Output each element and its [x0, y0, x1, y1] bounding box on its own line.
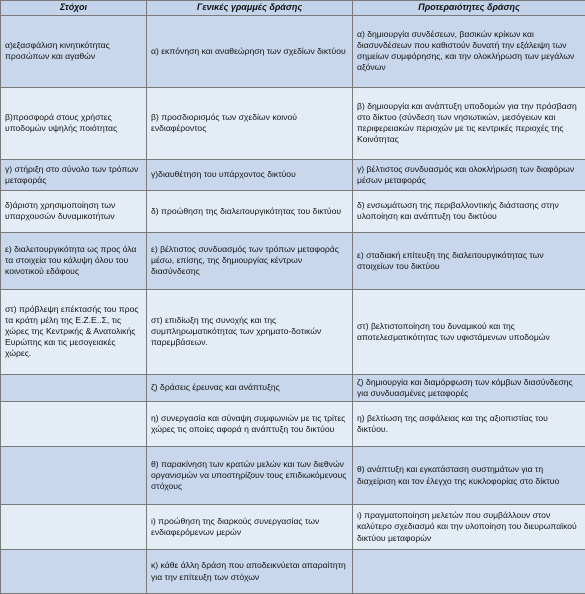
table-row	[1, 87, 585, 159]
general-action-cell: β) προσδιορισμός των σχεδίων κοινού ενδιαφέροντος	[147, 87, 353, 159]
general-action-cell: δ) προώθηση της διαλειτουργικότητας του δικτύου	[147, 190, 353, 232]
priority-cell: δ) ενσωμάτωση της περιβαλλοντικής διάστασης στην υλοποίηση και ανάπτυξη του δικτύου	[353, 190, 585, 232]
objective-cell: β)προσφορά στους χρήστες υποδομών υψηλής ποιότητας	[1, 87, 147, 159]
general-action-cell: στ) επιδίωξη της συνοχής και της συμπληρωματικότητας των χρηματο-δοτικών παρεμβάσεων.	[147, 289, 353, 374]
header-objectives: Στόχοι	[1, 1, 147, 16]
general-action-cell: ι) προώθηση της διαρκούς συνεργασίας των ενδιαφερόμενων μερών	[147, 505, 353, 550]
priority-cell: η) βελτίωση της ασφάλειας και της αξιοπιστίας του δικτύου.	[353, 402, 585, 447]
priority-cell: β) δημιουργία και ανάπτυξη υποδομών για την πρόσβαση στο δίκτυο (σύνδεση των νησιωτικών, μεσόγειων και περιφερειακών περιοχών με τις κεντρικές περιοχές της Κοινότητας	[353, 87, 585, 159]
objective-cell	[1, 505, 147, 550]
general-action-cell: ε) βέλτιστος συνδυασμός των τρόπων μεταφοράς μέσω, επίσης, της δημιουργίας κέντρων διασύνδεσης	[147, 232, 353, 289]
priority-cell: ζ) δημιουργία και διαμόρφωση των κόμβων διασύνδεσης για συνδυασμένες μεταφορές	[353, 374, 585, 401]
objective-cell	[1, 374, 147, 401]
objective-cell: α)εξασφάλιση κινητικότητας προσώπων και αγαθών	[1, 15, 147, 87]
table-row	[1, 505, 585, 550]
priority-cell: ε) σταδιακή επίτευξη της διαλειτουργικότητας των στοιχείων του δικτύου	[353, 232, 585, 289]
general-action-cell: θ) παρακίνηση των κρατών μελών και των διεθνών οργανισμών να υποστηρίζουν τους επιδιωκόμενους στόχους	[147, 447, 353, 505]
general-action-cell: ζ) δράσεις έρευνας και ανάπτυξης	[147, 374, 353, 401]
objective-cell	[1, 447, 147, 505]
objective-cell	[1, 550, 147, 594]
objective-cell	[1, 402, 147, 447]
table-row	[1, 447, 585, 505]
priority-cell	[353, 550, 585, 594]
general-action-cell: α) εκπόνηση και αναθεώρηση των σχεδίων δικτύου	[147, 15, 353, 87]
priority-cell: θ) ανάπτυξη και εγκατάσταση συστημάτων για τη διαχείριση και τον έλεγχο της κυκλοφορίας στο δίκτυο	[353, 447, 585, 505]
table-row	[1, 232, 585, 289]
objective-cell: στ) πρόβλεψη επέκτασής του προς τα κράτη μέλη της Ε.Ζ.Ε..Σ, τις χώρες της Κεντρικής & Ανατολικής Ευρώπης και τις μεσογειακές χώρες.	[1, 289, 147, 374]
header-general-lines: Γενικές γραμμές δράσης	[147, 1, 353, 16]
priority-cell: α) δημιουργία συνδέσεων, βασικών κρίκων και διασυνδέσεων που καθιστούν δυνατή την εξάλειψη των σημείων συμφόρησης, και την ολοκλήρωση των μεγάλων αξόνων	[353, 15, 585, 87]
header-priorities: Προτεραιότητες δράσης	[353, 1, 585, 16]
table-row	[1, 374, 585, 401]
objective-cell: γ) στήριξη στο σύνολο των τρόπων μεταφοράς	[1, 159, 147, 190]
priority-cell: ι) πραγματοποίηση μελετών που συμβάλλουν στον καλύτερο σχεδιασμό και την υλοποίηση του διευρωπαϊκού δικτύου μεταφορών	[353, 505, 585, 550]
table-row	[1, 159, 585, 190]
priority-cell: γ) βέλτιστος συνδυασμός και ολοκλήρωση των διαφόρων μέσων μεταφοράς	[353, 159, 585, 190]
table-row	[1, 402, 585, 447]
table-row	[1, 550, 585, 594]
table-row	[1, 15, 585, 87]
priority-cell: στ) βελτιστοποίηση του δυναμικού και της αποτελεσματικότητας των υφιστάμενων υποδομών	[353, 289, 585, 374]
objective-cell: δ)άριστη χρησιμοποίηση των υπαρχουσών δυναμικοτήτων	[1, 190, 147, 232]
objective-cell: ε) διαλειτουργικότητα ως προς όλα τα στοιχεία του κάλυψη όλου του κοινοτικού εδάφους	[1, 232, 147, 289]
header-row	[1, 1, 585, 16]
table-row	[1, 289, 585, 374]
general-action-cell: κ) κάθε άλλη δράση που αποδεικνύεται απαραίτητη για την επίτευξη των στόχων	[147, 550, 353, 594]
table-row	[1, 190, 585, 232]
general-action-cell: γ)διαυθέτηση του υπάρχοντος δικτύου	[147, 159, 353, 190]
general-action-cell: η) συνεργασία και σύναψη συμφωνιών με τις τρίτες χώρες τις οποίες αφορά η ανάπτυξη του δικτύου	[147, 402, 353, 447]
